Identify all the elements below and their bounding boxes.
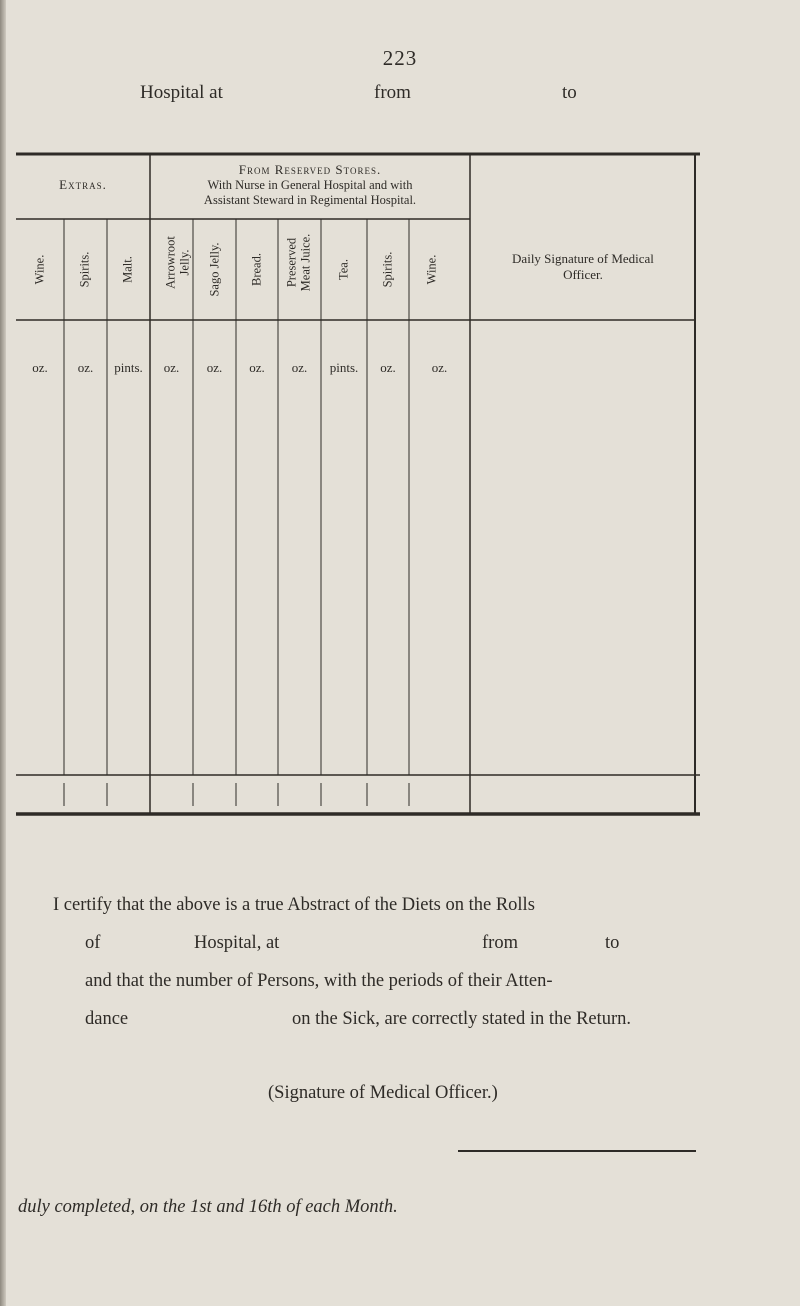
- certificate-line2-of: of: [85, 933, 101, 953]
- unit-tea: pints.: [329, 360, 359, 375]
- signature-column-title-line2: Officer.: [563, 267, 603, 282]
- certificate-line4-start: dance: [85, 1009, 129, 1029]
- column-header-arrowroot-line2: Jelly.: [177, 249, 192, 276]
- signature-column-title-line1: Daily Signature of Medical: [512, 251, 654, 266]
- unit-spirits-2: oz.: [380, 360, 396, 375]
- extras-group-title: Extras.: [59, 177, 107, 192]
- column-header-spirits-2: Spirits.: [380, 251, 395, 288]
- header-to-label: to: [562, 82, 577, 103]
- reserved-stores-line2: Assistant Steward in Regimental Hospital.: [203, 193, 417, 207]
- unit-sago-jelly: oz.: [206, 360, 223, 375]
- column-header-wine: Wine.: [32, 254, 47, 285]
- certificate-line3: and that the number of Persons, with the periods of their Atten-: [85, 971, 553, 991]
- certificate-line2-from: from: [482, 933, 518, 953]
- unit-wine-2: oz.: [431, 360, 448, 375]
- footnote-completion-instruction: duly completed, on the 1st and 16th of each Month.: [18, 1197, 398, 1217]
- certificate-line1: I certify that the above is a true Abstract of the Diets on the Rolls: [53, 895, 535, 915]
- column-header-sago-jelly: Sago Jelly.: [207, 242, 222, 297]
- page-spine-shadow: [0, 0, 6, 1306]
- certificate-line2-hospital: Hospital, at: [194, 933, 280, 953]
- column-header-preserved-line2: Meat Juice.: [298, 233, 313, 292]
- page-number: 223: [382, 46, 418, 70]
- table-rules: [16, 98, 700, 870]
- unit-preserved-meat-juice: oz.: [291, 360, 308, 375]
- reserved-stores-title: From Reserved Stores.: [238, 162, 382, 177]
- medical-officer-signature-label: (Signature of Medical Officer.): [268, 1083, 498, 1103]
- unit-wine: oz.: [32, 360, 48, 375]
- column-header-malt: Malt.: [120, 256, 135, 283]
- column-header-tea: Tea.: [336, 259, 351, 280]
- diet-abstract-table: [16, 98, 700, 870]
- unit-arrowroot: oz.: [163, 360, 180, 375]
- certificate-line4-rest: on the Sick, are correctly stated in the Return.: [292, 1009, 632, 1029]
- unit-malt: pints.: [114, 360, 143, 375]
- certificate-line2-to: to: [605, 933, 620, 953]
- column-header-bread: Bread.: [249, 253, 264, 286]
- unit-bread: oz.: [249, 360, 265, 375]
- column-header-preserved-line1: Preserved: [284, 237, 299, 288]
- reserved-stores-line1: With Nurse in General Hospital and with: [207, 178, 413, 192]
- column-header-wine-2: Wine.: [424, 254, 439, 285]
- signature-line: [458, 1150, 696, 1152]
- column-header-spirits: Spirits.: [77, 251, 92, 288]
- column-header-arrowroot-line1: Arrowroot: [163, 236, 178, 289]
- header-hospital-label: Hospital at: [140, 82, 223, 103]
- unit-spirits: oz.: [77, 360, 94, 375]
- header-from-label: from: [374, 82, 411, 103]
